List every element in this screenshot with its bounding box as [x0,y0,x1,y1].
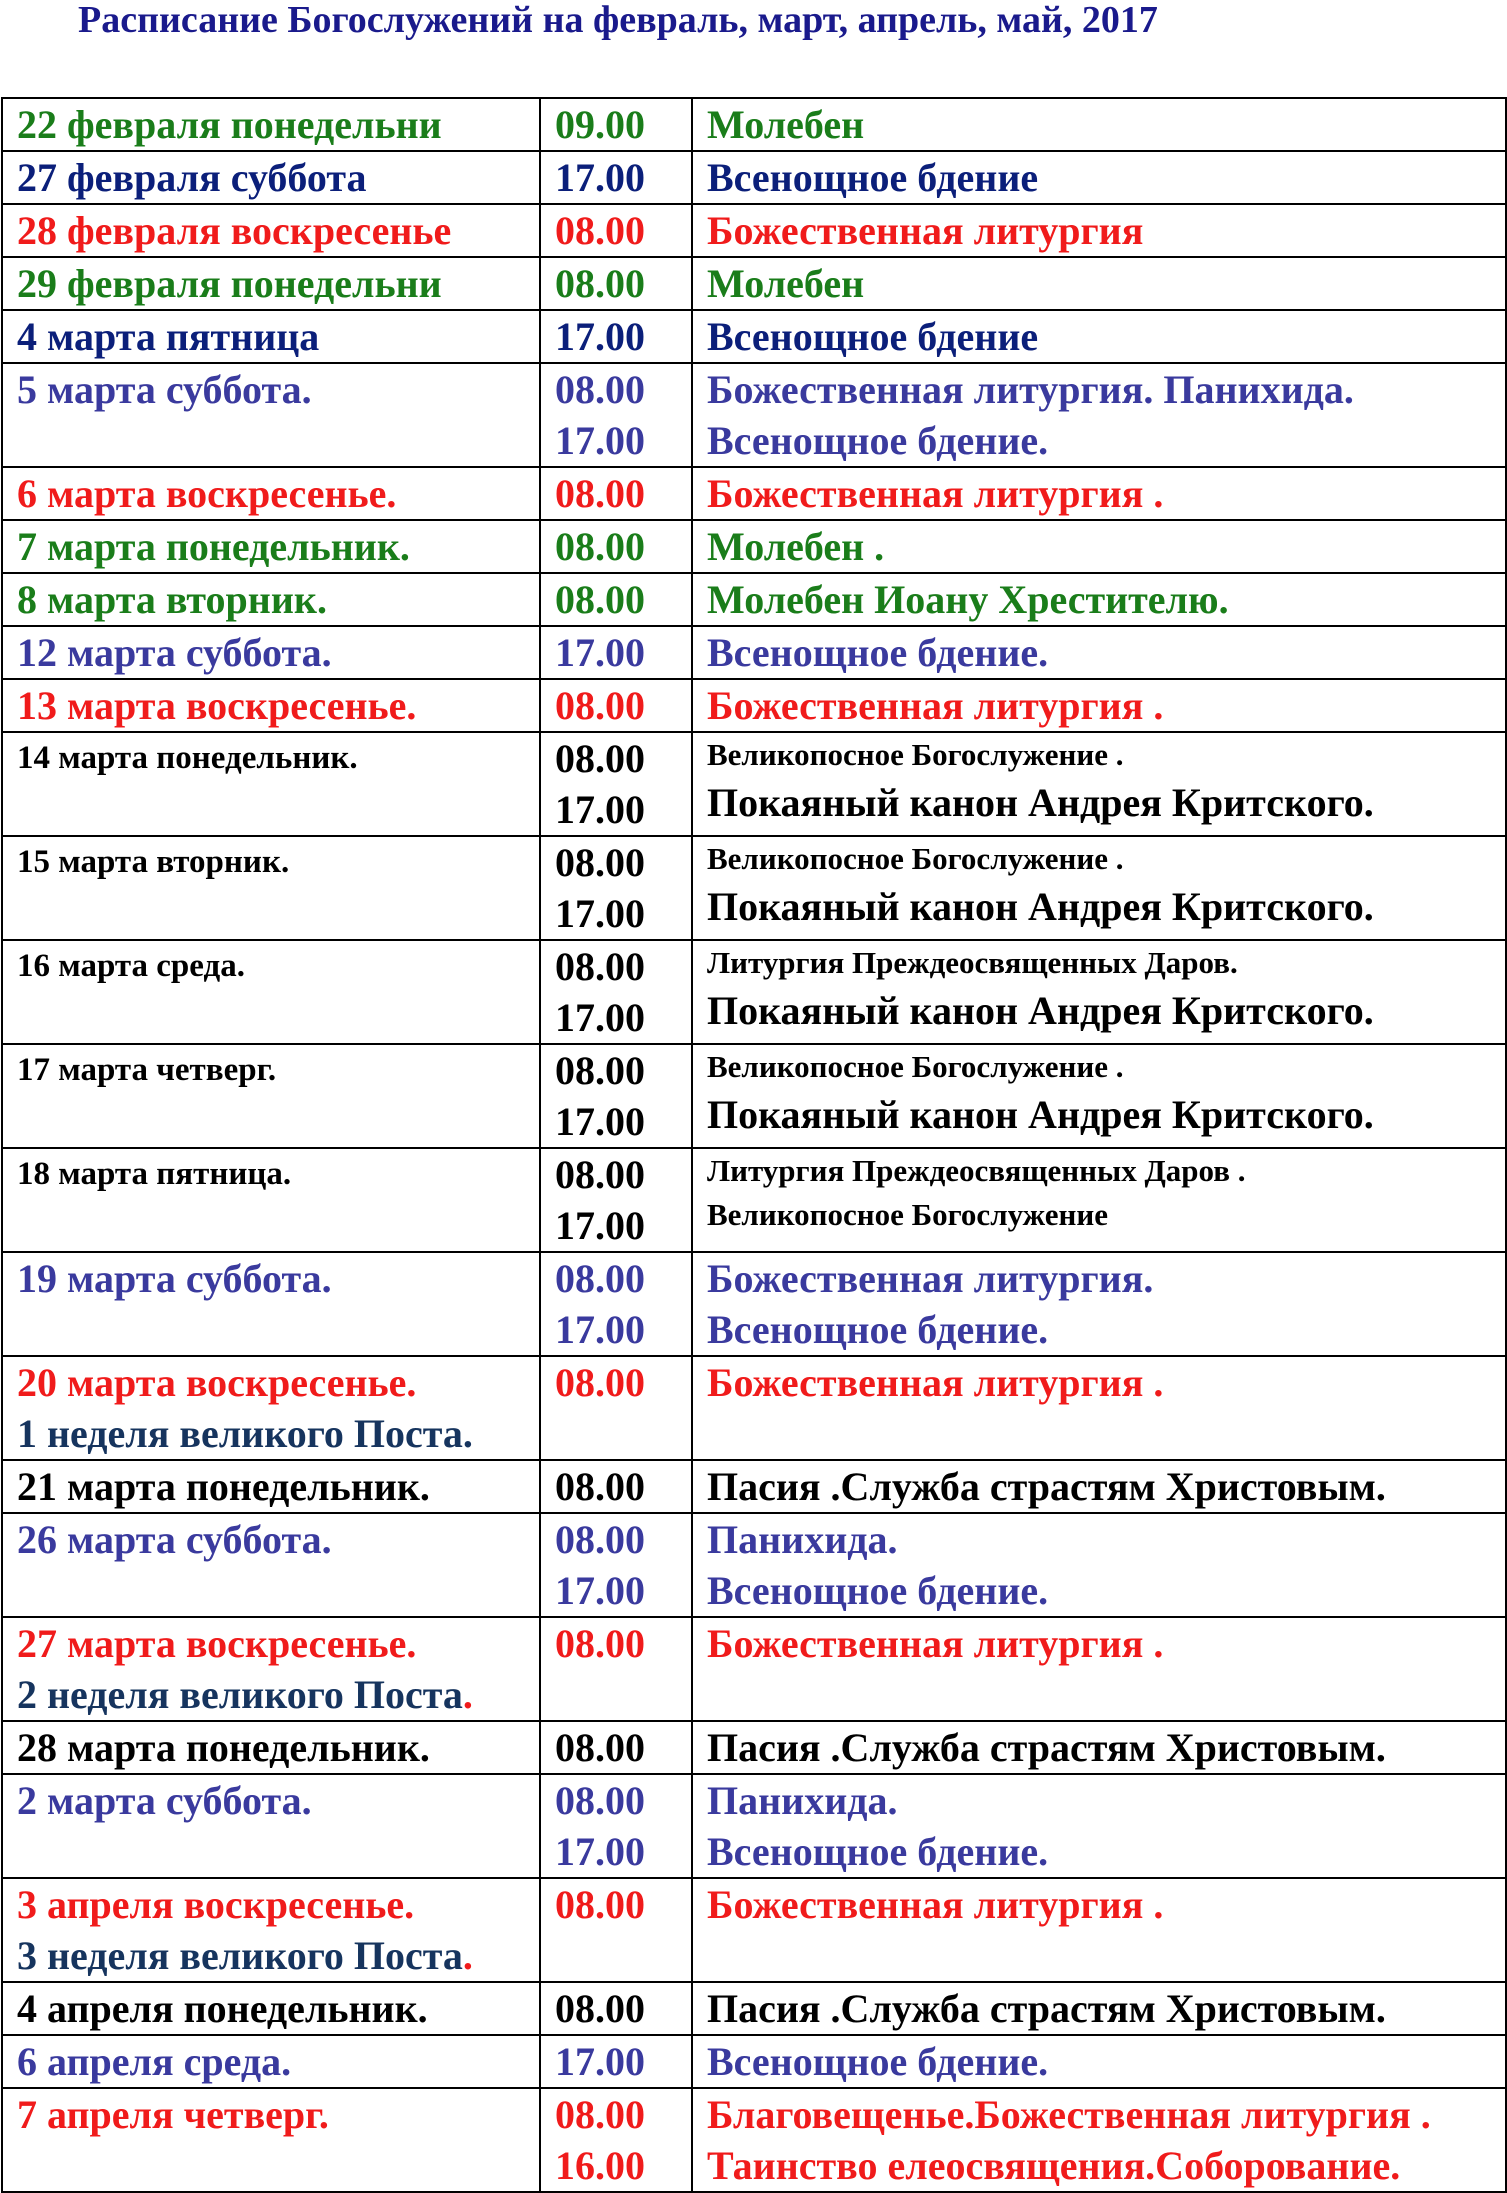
day-cell [2,1148,540,1252]
day-text: 2 неделя великого Поста [17,1672,463,1717]
schedule-row [2,2035,1506,2088]
red-period: . [462,1672,473,1717]
schedule-row [2,1148,1506,1252]
day-cell [2,204,540,257]
day-label [17,2089,539,2140]
service-time: 08.00 [555,1360,645,1405]
day-text: 13 марта воскресенье. [17,683,417,728]
schedule-row [2,1513,1506,1617]
time-cell [540,679,692,732]
service-cell [692,732,1506,836]
service-time: 08.00 [555,840,645,885]
service-time: 17.00 [555,1203,645,1248]
day-label [17,152,539,203]
service-time: 08.00 [555,577,645,622]
day-label [17,1618,539,1669]
day-label [17,941,539,992]
service-time: 17.00 [555,1099,645,1144]
day-label [17,1045,539,1096]
day-cell [2,1460,540,1513]
service-cell [692,151,1506,204]
service-cell [692,520,1506,573]
day-label [17,627,539,678]
service-time: 09.00 [555,102,645,147]
service-time: 08.00 [555,1256,645,1301]
time-cell [540,520,692,573]
time-cell [540,257,692,310]
time-cell [540,363,692,467]
service-cell [692,2088,1506,2192]
service-cell [692,836,1506,940]
day-text: 27 февраля суббота [17,155,367,200]
day-cell [2,679,540,732]
day-cell [2,1721,540,1774]
service-cell [692,626,1506,679]
service-time: 08.00 [555,208,645,253]
schedule-row [2,573,1506,626]
service-name: Божественная литургия . [707,683,1164,728]
schedule-row [2,1774,1506,1878]
service-cell [692,1252,1506,1356]
day-text: 6 марта воскресенье. [17,471,397,516]
day-text: 15 марта вторник. [17,844,290,880]
day-text: 17 марта четверг. [17,1052,277,1088]
service-name: Покаяный канон Андрея Критского. [707,988,1374,1033]
week-label [17,1669,539,1720]
day-cell [2,1044,540,1148]
time-cell [540,1617,692,1721]
service-name: Божественная литургия . [707,1621,1164,1666]
service-time: 08.00 [555,1048,645,1093]
service-name: Пасия .Служба страстям Христовым. [707,1725,1386,1770]
schedule-row [2,626,1506,679]
service-cell [692,1721,1506,1774]
service-name: Покаяный канон Андрея Критского. [707,1092,1374,1137]
day-text: 4 марта пятница [17,314,320,359]
service-time: 08.00 [555,1778,645,1823]
service-name: Всенощное бдение. [707,1568,1049,1613]
service-cell [692,1044,1506,1148]
service-cell [692,1617,1506,1721]
service-name: Молебен Иоану Хрестителю. [707,577,1229,622]
schedule-row [2,1252,1506,1356]
day-text: 8 марта вторник. [17,577,327,622]
service-time: 08.00 [555,1621,645,1666]
day-text: 20 марта воскресенье. [17,1360,417,1405]
service-time: 08.00 [555,1986,645,2031]
day-label [17,1253,539,1304]
schedule-row [2,310,1506,363]
day-text: 26 марта суббота. [17,1517,332,1562]
day-cell [2,310,540,363]
day-text: 28 марта понедельник. [17,1725,430,1770]
day-text: 12 марта суббота. [17,630,332,675]
service-cell [692,1774,1506,1878]
day-cell [2,98,540,151]
day-label [17,837,539,888]
service-cell [692,1982,1506,2035]
service-time: 08.00 [555,944,645,989]
day-text: 7 апреля четверг. [17,2092,329,2137]
time-cell [540,626,692,679]
service-cell [692,98,1506,151]
week-label [17,1408,539,1459]
day-label [17,205,539,256]
service-name: Божественная литургия . [707,471,1164,516]
schedule-row [2,1878,1506,1982]
service-time: 08.00 [555,524,645,569]
day-label [17,1149,539,1200]
day-text: 5 марта суббота. [17,367,312,412]
day-label [17,521,539,572]
time-cell [540,98,692,151]
schedule-row [2,1982,1506,2035]
schedule-row [2,363,1506,467]
service-name: Всенощное бдение. [707,2039,1049,2084]
service-cell [692,1513,1506,1617]
service-time: 17.00 [555,630,645,675]
time-cell [540,2035,692,2088]
service-name: Пасия .Служба страстям Христовым. [707,1464,1386,1509]
schedule-body [2,98,1506,2192]
day-cell [2,257,540,310]
service-time: 17.00 [555,1829,645,1874]
time-cell [540,1982,692,2035]
day-label [17,1879,539,1930]
day-text: 28 февраля воскресенье [17,208,452,253]
service-time: 17.00 [555,155,645,200]
time-cell [540,204,692,257]
service-name: Литургия Преждеосвященных Даров . [707,1153,1246,1188]
time-cell [540,1774,692,1878]
service-name: Великопосное Богослужение [707,1197,1108,1232]
day-cell [2,573,540,626]
service-cell [692,204,1506,257]
day-cell [2,940,540,1044]
service-time: 17.00 [555,2039,645,2084]
day-cell [2,1774,540,1878]
time-cell [540,1460,692,1513]
service-name: Великопосное Богослужение . [707,841,1124,876]
schedule-row [2,151,1506,204]
day-text: 3 неделя великого Поста [17,1933,463,1978]
day-cell [2,1252,540,1356]
day-label [17,1775,539,1826]
day-text: 3 апреля воскресенье. [17,1882,415,1927]
day-label [17,733,539,784]
time-cell [540,732,692,836]
service-name: Великопосное Богослужение . [707,1049,1124,1084]
day-cell [2,520,540,573]
service-cell [692,363,1506,467]
schedule-row [2,520,1506,573]
time-cell [540,1252,692,1356]
time-cell [540,310,692,363]
schedule-row [2,257,1506,310]
service-name: Всенощное бдение [707,155,1039,200]
day-text: 2 марта суббота. [17,1778,312,1823]
schedule-row [2,467,1506,520]
day-cell [2,732,540,836]
service-time: 16.00 [555,2143,645,2188]
service-time: 08.00 [555,1517,645,1562]
day-cell [2,836,540,940]
day-label [17,468,539,519]
service-name: Божественная литургия . [707,1360,1164,1405]
day-cell [2,1982,540,2035]
day-cell [2,467,540,520]
schedule-row [2,1617,1506,1721]
service-name: Божественная литургия . [707,1882,1164,1927]
time-cell [540,1044,692,1148]
service-cell [692,573,1506,626]
service-time: 08.00 [555,736,645,781]
service-time: 08.00 [555,683,645,728]
day-text: 22 февраля понедельни [17,102,442,147]
day-cell [2,2088,540,2192]
week-label [17,1930,539,1981]
time-cell [540,1356,692,1460]
service-time: 08.00 [555,367,645,412]
day-label [17,2036,539,2087]
day-cell [2,2035,540,2088]
day-label [17,258,539,309]
service-cell [692,467,1506,520]
service-name: Молебен [707,261,865,306]
day-cell [2,151,540,204]
service-cell [692,1356,1506,1460]
time-cell [540,1148,692,1252]
service-name: Панихида. [707,1517,898,1562]
service-time: 17.00 [555,995,645,1040]
time-cell [540,940,692,1044]
service-name: Молебен [707,102,865,147]
service-name: Всенощное бдение. [707,418,1049,463]
day-label [17,680,539,731]
time-cell [540,1513,692,1617]
service-cell [692,1878,1506,1982]
service-name: Литургия Преждеосвященных Даров. [707,945,1238,980]
schedule-row [2,2088,1506,2192]
day-label [17,311,539,362]
service-name: Великопосное Богослужение . [707,737,1124,772]
service-time: 17.00 [555,1307,645,1352]
service-name: Всенощное бдение. [707,1829,1049,1874]
service-cell [692,679,1506,732]
service-time: 08.00 [555,1152,645,1197]
red-period: . [462,1933,473,1978]
time-cell [540,467,692,520]
page-title: Расписание Богослужений на февраль, март, апрель, май, 2017 [78,0,1158,41]
schedule-row [2,1460,1506,1513]
time-cell [540,1721,692,1774]
day-cell [2,1356,540,1460]
day-label [17,99,539,150]
service-name: Таинство елеосвящения.Соборование. [707,2143,1401,2188]
day-text: 4 апреля понедельник. [17,1986,428,2031]
day-text: 21 марта понедельник. [17,1464,430,1509]
service-time: 08.00 [555,471,645,516]
service-name: Благовещенье.Божественная литургия . [707,2092,1431,2137]
service-name: Молебен . [707,524,885,569]
service-name: Пасия .Служба страстям Христовым. [707,1986,1386,2031]
schedule-table [1,97,1507,2193]
day-text: 7 марта понедельник. [17,524,410,569]
schedule-row [2,98,1506,151]
service-name: Всенощное бдение. [707,1307,1049,1352]
time-cell [540,151,692,204]
day-text: 1 неделя великого Поста. [17,1411,473,1456]
time-cell [540,1878,692,1982]
day-label [17,1722,539,1773]
day-cell [2,1878,540,1982]
day-cell [2,1617,540,1721]
schedule-row [2,1044,1506,1148]
service-cell [692,1460,1506,1513]
service-name: Всенощное бдение [707,314,1039,359]
service-name: Панихида. [707,1778,898,1823]
service-cell [692,257,1506,310]
schedule-row [2,1721,1506,1774]
day-text: 18 марта пятница. [17,1156,292,1192]
service-cell [692,940,1506,1044]
service-time: 17.00 [555,787,645,832]
service-time: 17.00 [555,314,645,359]
day-label [17,1983,539,2034]
service-name: Божественная литургия. [707,1256,1154,1301]
day-label [17,1357,539,1408]
day-label [17,574,539,625]
schedule-row [2,1356,1506,1460]
day-cell [2,363,540,467]
service-time: 08.00 [555,1725,645,1770]
service-time: 17.00 [555,891,645,936]
day-label [17,1461,539,1512]
day-text: 27 марта воскресенье. [17,1621,417,1666]
schedule-row [2,204,1506,257]
service-cell [692,1148,1506,1252]
day-cell [2,626,540,679]
service-time: 08.00 [555,1464,645,1509]
service-name: Покаяный канон Андрея Критского. [707,884,1374,929]
day-cell [2,1513,540,1617]
day-text: 29 февраля понедельни [17,261,442,306]
service-name: Божественная литургия [707,208,1144,253]
day-text: 14 марта понедельник. [17,740,358,776]
day-label [17,364,539,415]
service-name: Божественная литургия. Панихида. [707,367,1354,412]
schedule-row [2,836,1506,940]
service-name: Покаяный канон Андрея Критского. [707,780,1374,825]
service-time: 08.00 [555,2092,645,2137]
service-cell [692,2035,1506,2088]
service-time: 17.00 [555,1568,645,1613]
schedule-row [2,732,1506,836]
time-cell [540,836,692,940]
time-cell [540,2088,692,2192]
schedule-row [2,679,1506,732]
service-time: 08.00 [555,261,645,306]
service-cell [692,310,1506,363]
service-time: 08.00 [555,1882,645,1927]
schedule-row [2,940,1506,1044]
day-text: 16 марта среда. [17,948,245,984]
day-text: 6 апреля среда. [17,2039,292,2084]
day-text: 19 марта суббота. [17,1256,332,1301]
service-name: Всенощное бдение. [707,630,1049,675]
day-label [17,1514,539,1565]
service-time: 17.00 [555,418,645,463]
time-cell [540,573,692,626]
